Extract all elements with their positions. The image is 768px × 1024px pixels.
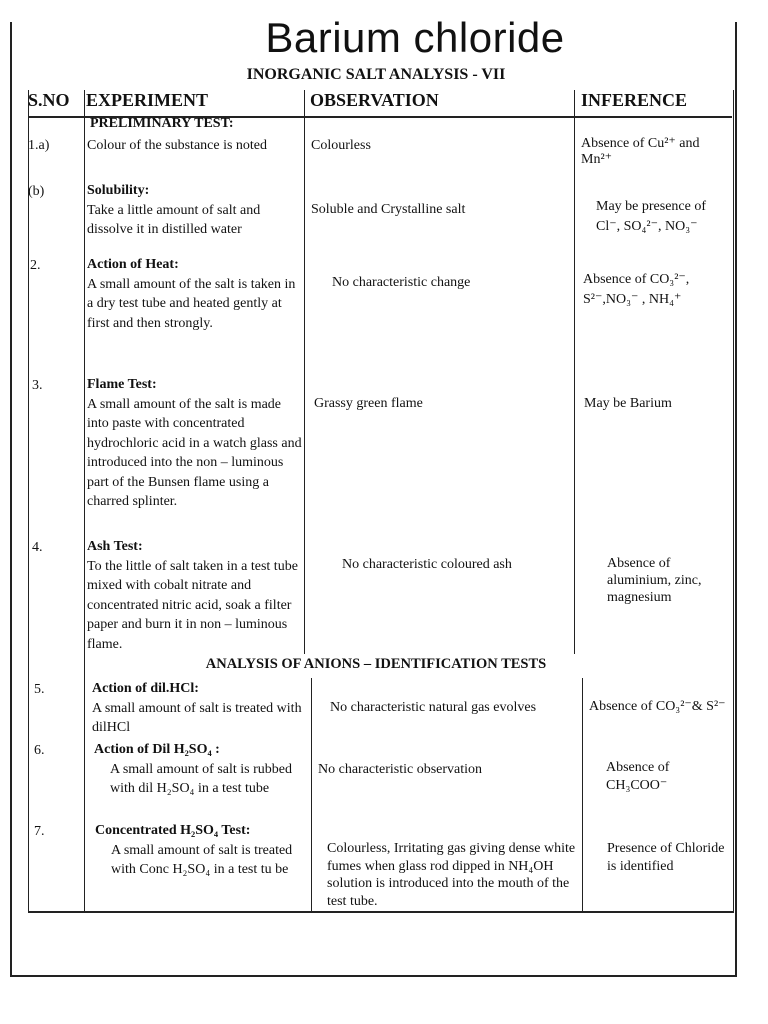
row-inference: Absence of aluminium, zinc, magnesium (607, 556, 702, 605)
header-sno: S.NO (28, 90, 70, 110)
column-divider (574, 90, 575, 654)
row-experiment: A small amount of salt is rubbed with dil H₂SO₄ in a test tube (110, 761, 292, 796)
row-observation: Grassy green flame (314, 396, 423, 411)
row-experiment: Take a little amount of salt and dissolve it in distilled water (87, 202, 261, 237)
row-sno: 4. (32, 540, 43, 555)
row-experiment: A small amount of the salt is made into paste with concentrated hydrochloric acid in a watch glass and introduced into the non – luminous part of the Bunsen flame using a charred splinter. (87, 396, 302, 509)
section-heading-preliminary: PRELIMINARY TEST: (90, 116, 234, 131)
row-inference: May be Barium (584, 396, 672, 411)
row-observation: Soluble and Crystalline salt (311, 202, 466, 217)
column-divider (84, 90, 85, 913)
row-inference: Absence of CO₃²⁻& S²⁻ (589, 699, 726, 714)
row-inference: Absence of Cu²⁺ and Mn²⁺ (581, 136, 700, 167)
row-experiment: A small amount of the salt is taken in a dry test tube and heated gently at first and then strongly. (87, 276, 296, 331)
table-bottom-divider (28, 911, 734, 913)
row-title: Action of Heat: (87, 257, 179, 272)
row-experiment-cell (87, 375, 302, 512)
row-observation: No characteristic change (332, 275, 471, 290)
row-observation: Colourless (311, 138, 371, 153)
document-title: INORGANIC SALT ANALYSIS - VII (246, 66, 506, 83)
row-experiment-cell (87, 181, 302, 240)
row-experiment: To the little of salt taken in a test tube mixed with cobalt nitrate and concentrated nitric acid, soak a filter paper and burn it in non – luminous flame. (87, 558, 298, 652)
row-sno: 6. (34, 743, 45, 758)
row-experiment-cell (92, 679, 310, 738)
row-title: Solubility: (87, 183, 150, 198)
row-sno: (b) (28, 184, 45, 199)
row-inference: Absence of CO₃²⁻, S²⁻,NO₃⁻ , NH₄⁺ (583, 272, 690, 307)
row-experiment-cell (87, 537, 302, 654)
row-sno: 7. (34, 824, 45, 839)
column-divider (733, 90, 734, 913)
row-title: Concentrated H₂SO₄ Test: (95, 823, 251, 838)
column-divider (582, 678, 583, 913)
row-experiment: A small amount of salt is treated with dilHCl (92, 700, 302, 735)
row-experiment-cell (95, 821, 310, 880)
row-inference: Presence of Chloride is identified (607, 841, 725, 874)
handwritten-title: Barium chloride (265, 14, 565, 61)
row-inference: Absence of CH₃COO⁻ (606, 760, 670, 793)
row-experiment: A small amount of salt is treated with Conc H₂SO₄ in a test tu be (111, 842, 293, 877)
row-observation: No characteristic observation (318, 762, 483, 777)
row-sno: 5. (34, 682, 45, 697)
row-sno: 2. (30, 258, 41, 273)
column-divider (311, 678, 312, 913)
row-title: Action of dil.HCl: (92, 681, 199, 696)
row-observation: Colourless, Irritating gas giving dense white fumes when glass rod dipped in NH₄OH solution is introduced into the mouth of the test tube. (327, 841, 576, 909)
header-experiment: EXPERIMENT (86, 90, 209, 110)
column-divider (304, 90, 305, 654)
row-title: Action of Dil H₂SO₄ : (94, 742, 220, 757)
row-title: Ash Test: (87, 539, 143, 554)
row-experiment: Colour of the substance is noted (87, 138, 268, 153)
column-divider (28, 90, 29, 913)
row-sno: 1.a) (28, 138, 50, 153)
row-title: Flame Test: (87, 377, 157, 392)
header-observation: OBSERVATION (310, 90, 439, 110)
row-observation: No characteristic natural gas evolves (330, 700, 537, 715)
row-experiment-cell (87, 255, 302, 333)
row-sno: 3. (32, 378, 43, 393)
row-inference: May be presence of Cl⁻, SO₄²⁻, NO₃⁻ (596, 199, 707, 234)
section-heading-anions: ANALYSIS OF ANIONS – IDENTIFICATION TESTS (205, 656, 547, 672)
row-experiment-cell (94, 740, 310, 799)
header-inference: INFERENCE (581, 90, 688, 110)
row-observation: No characteristic coloured ash (342, 557, 512, 572)
table-header (28, 90, 734, 116)
